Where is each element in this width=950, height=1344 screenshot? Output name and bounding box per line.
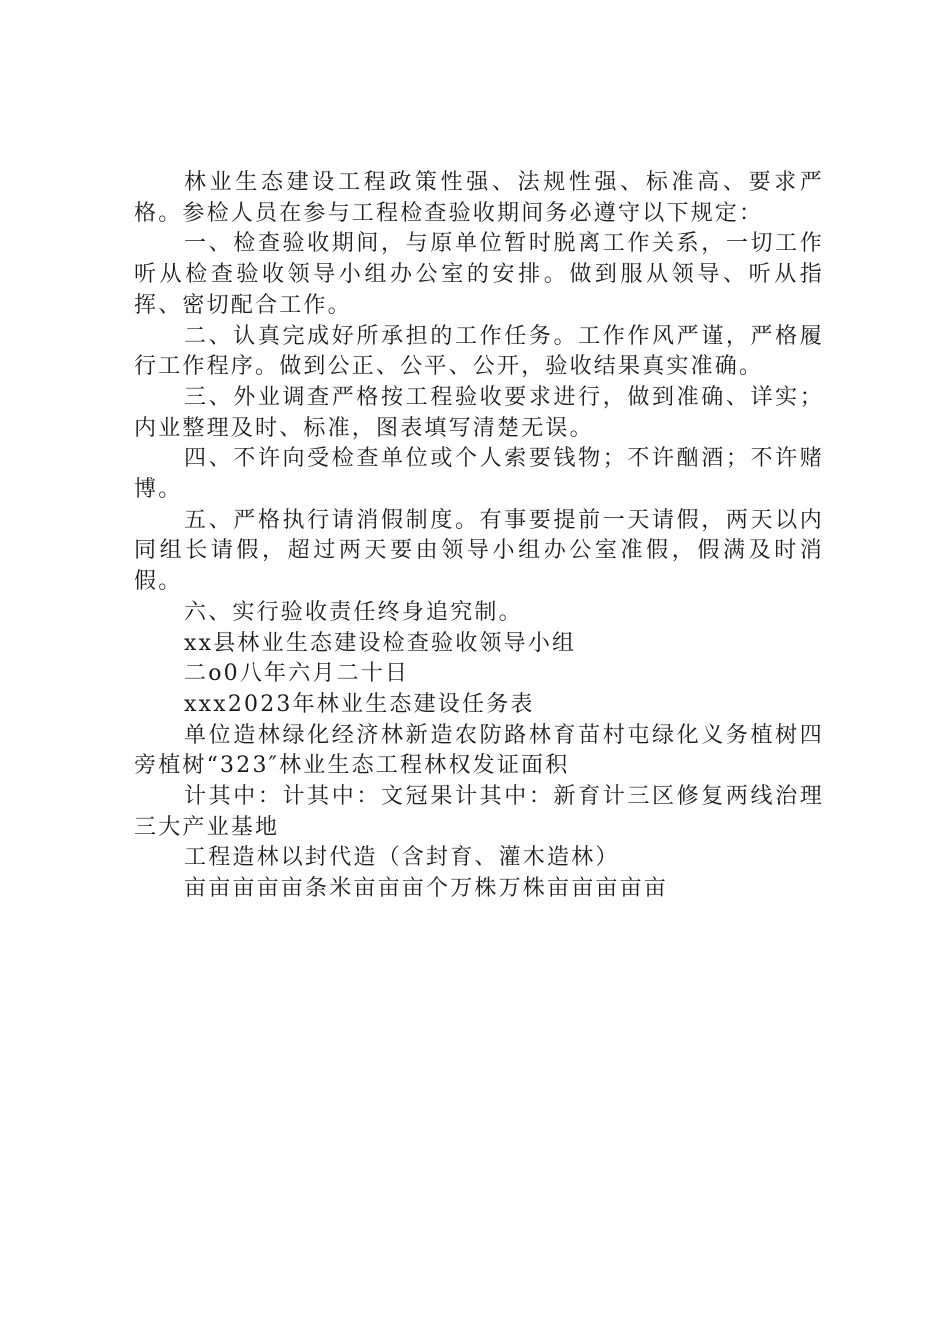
paragraph-rule-2: 二、认真完成好所承担的工作任务。工作作风严谨，严格履行工作程序。做到公正、公平、公开，验收结果真实准确。: [134, 323, 824, 380]
signature-organization: xx县林业生态建设检查验收领导小组: [184, 630, 577, 656]
document-body: [134, 168, 824, 905]
paragraph-rule-3: 三、外业调查严格按工程验收要求进行，做到准确、详实；内业整理及时、标准，图表填写清楚无误。: [134, 384, 824, 441]
table-title: xxx2023年林业生态建设任务表: [184, 691, 535, 717]
table-subheader-detail: 工程造林以封代造（含封育、灌木造林）: [184, 845, 620, 871]
table-header-row: 单位造林绿化经济林新造农防路林育苗村屯绿化义务植树四旁植树“323″林业生态工程林权发证面积: [134, 722, 824, 779]
signature-date: 二o0八年六月二十日: [184, 661, 410, 687]
paragraph-rule-5: 五、严格执行请消假制度。有事要提前一天请假，两天以内同组长请假，超过两天要由领导小组办公室准假，假满及时消假。: [134, 507, 824, 595]
paragraph-rule-1: 一、检查验收期间，与原单位暂时脱离工作关系，一切工作听从检查验收领导小组办公室的安排。做到服从领导、听从指挥、密切配合工作。: [134, 231, 824, 318]
paragraph-intro: 林业生态建设工程政策性强、法规性强、标准高、要求严格。参检人员在参与工程检查验收期间务必遵守以下规定：: [134, 170, 824, 226]
paragraph-rule-6: 六、实行验收责任终身追究制。: [184, 599, 523, 625]
table-units-row: 亩亩亩亩亩条米亩亩亩个万株万株亩亩亩亩亩: [184, 876, 669, 902]
table-subheader-row: 计其中：计其中：文冠果计其中：新育计三区修复两线治理三大产业基地: [134, 784, 824, 840]
paragraph-rule-4: 四、不许向受检查单位或个人索要钱物；不许酗酒；不许赌博。: [134, 446, 824, 503]
